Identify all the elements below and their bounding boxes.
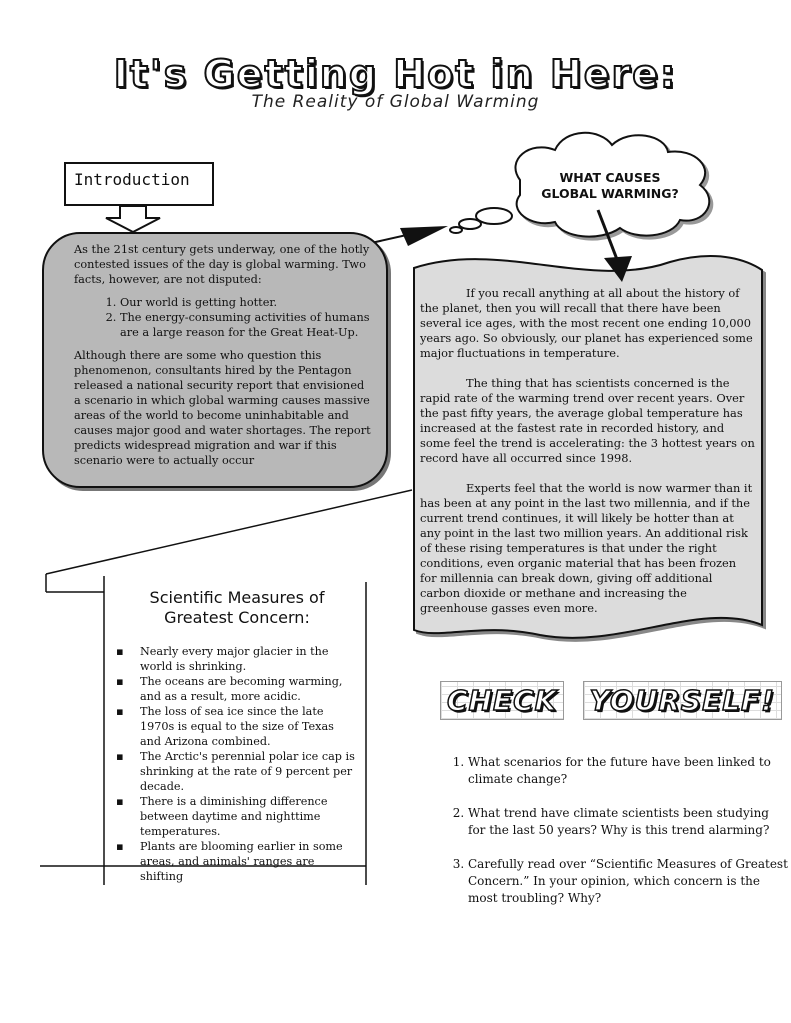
causes-text — [420, 286, 756, 631]
causes-paragraph: Experts feel that the world is now warmer than it has been at any point in the last two millennia, and if the current trend continues, it will likely be hotter than at any point in the last two million years. An additional risk of these rising temperatures is that under the right conditions, even organic material that has been frozen for millennia can break down, giving off additional carbon dioxide or methane and increasing the greenhouse gasses even more. — [420, 481, 753, 615]
intro-facts-list — [74, 295, 374, 340]
cloud-label: WHAT CAUSES GLOBAL WARMING? — [541, 170, 679, 201]
questions-list — [446, 754, 788, 924]
measure-item: ▪ The Arctic's perennial polar ice cap is shrinking at the rate of 9 percent per decade. — [116, 749, 356, 794]
measure-item: ▪ The loss of sea ice since the late 1970s is equal to the size of Texas and Arizona combined. — [116, 704, 356, 749]
intro-paragraph-1: As the 21st century gets underway, one of the hotly contested issues of the day is global warming. Two facts, however, are not disputed: — [74, 243, 370, 286]
measure-item: ▪ There is a diminishing difference between daytime and nighttime temperatures. — [116, 794, 356, 839]
question-item: 2. What trend have climate scientists been studying for the last 50 years? Why is this trend alarming? — [468, 805, 788, 839]
intro-pointer — [106, 206, 160, 232]
intro-fact: 2. The energy-consuming activities of humans are a large reason for the Great Heat-Up. — [120, 310, 374, 340]
page-subtitle: The Reality of Global Warming — [251, 92, 540, 112]
introduction-tab: Introduction — [64, 162, 214, 206]
measure-item: ▪ The oceans are becoming warming, and as a result, more acidic. — [116, 674, 356, 704]
causes-paragraph: If you recall anything at all about the history of the planet, then you will recall that there have been several ice ages, with the most recent one ending 10,000 years ago. So obviously, our planet has experienced some major fluctuations in temperature. — [420, 286, 753, 360]
measure-item: ▪ Nearly every major glacier in the world is shrinking. — [116, 644, 356, 674]
question-item: 3. Carefully read over “Scientific Measures of Greatest Concern.” In your opinion, which concern is the most troubling? Why? — [468, 856, 788, 907]
measures-list — [116, 644, 356, 883]
causes-paragraph: The thing that has scientists concerned is the rapid rate of the warming trend over recent years. Over the past fifty years, the average global temperature has increased at the fastest rate in recorded history, and some feel the trend is accelerating: the 3 hottest years on record have all occurred since 1998. — [420, 376, 755, 465]
page-title: It's Getting Hot in Here: — [113, 52, 678, 96]
introduction-box — [42, 232, 388, 488]
intro-paragraph-2: Although there are some who question this phenomenon, consultants hired by the Pentagon released a national security report that envisioned a scenario in which global warming causes massive areas of the world to become uninhabitable and causes major good and water shortages. The report predicts widespread migration and war if this scenario were to actually occur — [74, 349, 371, 467]
check-word: CHECK — [440, 681, 564, 720]
arrow-head-intro — [400, 226, 448, 246]
yourself-word: YOURSELF! — [583, 681, 782, 720]
intro-fact: 1. Our world is getting hotter. — [120, 295, 374, 310]
check-yourself-banner — [440, 684, 782, 717]
measures-heading: Scientific Measures of Greatest Concern: — [149, 588, 325, 627]
measure-item: ▪ Plants are blooming earlier in some areas, and animals' ranges are shifting — [116, 839, 356, 884]
question-item: 1. What scenarios for the future have been linked to climate change? — [468, 754, 788, 788]
